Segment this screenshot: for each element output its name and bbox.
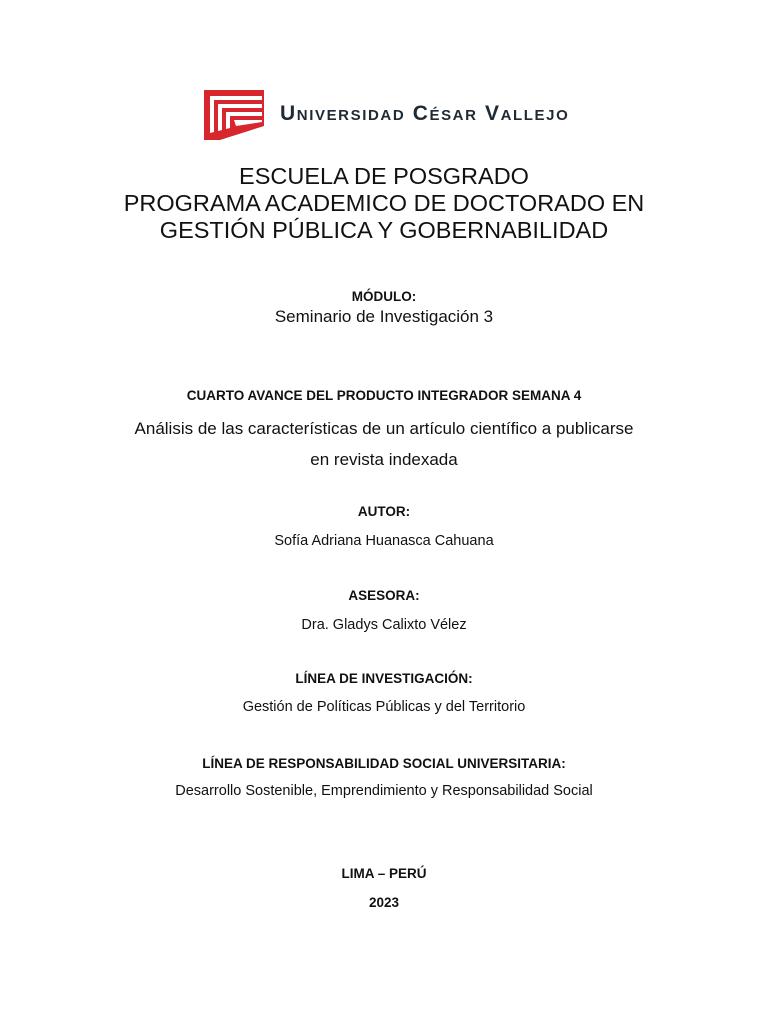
autor-label: AUTOR: [357,504,411,519]
modulo-value: Seminario de Investigación 3 [274,307,494,326]
autor-value: Sofía Adriana Huanasca Cahuana [274,533,494,549]
asesora-label: ASESORA: [348,588,420,603]
title-line-2: PROGRAMA ACADEMICO DE DOCTORADO EN [123,190,645,216]
year: 2023 [368,895,400,910]
avance-description [0,413,768,475]
rsu-label: LÍNEA DE RESPONSABILIDAD SOCIAL UNIVERSITARIA: [202,756,566,771]
asesora-value: Dra. Gladys Calixto Vélez [301,617,467,633]
title-line-1: ESCUELA DE POSGRADO [239,163,529,189]
ucv-emblem-icon [202,86,266,142]
city-country: LIMA – PERÚ [341,866,427,881]
modulo-label: MÓDULO: [351,289,417,304]
avance-desc-line-1: Análisis de las características de un artículo científico a publicarse [134,419,634,438]
university-name: Universidad César Vallejo [280,102,570,125]
avance-label: CUARTO AVANCE DEL PRODUCTO INTEGRADOR SEMANA 4 [186,388,582,403]
title-line-3: GESTIÓN PÚBLICA Y GOBERNABILIDAD [159,217,609,243]
university-logo [202,86,569,142]
linea-investigacion-value: Gestión de Políticas Públicas y del Territorio [242,699,526,715]
school-program-title [0,163,768,244]
rsu-value: Desarrollo Sostenible, Emprendimiento y Responsabilidad Social [175,783,593,799]
linea-investigacion-label: LÍNEA DE INVESTIGACIÓN: [295,671,473,686]
avance-desc-line-2: en revista indexada [310,450,458,469]
